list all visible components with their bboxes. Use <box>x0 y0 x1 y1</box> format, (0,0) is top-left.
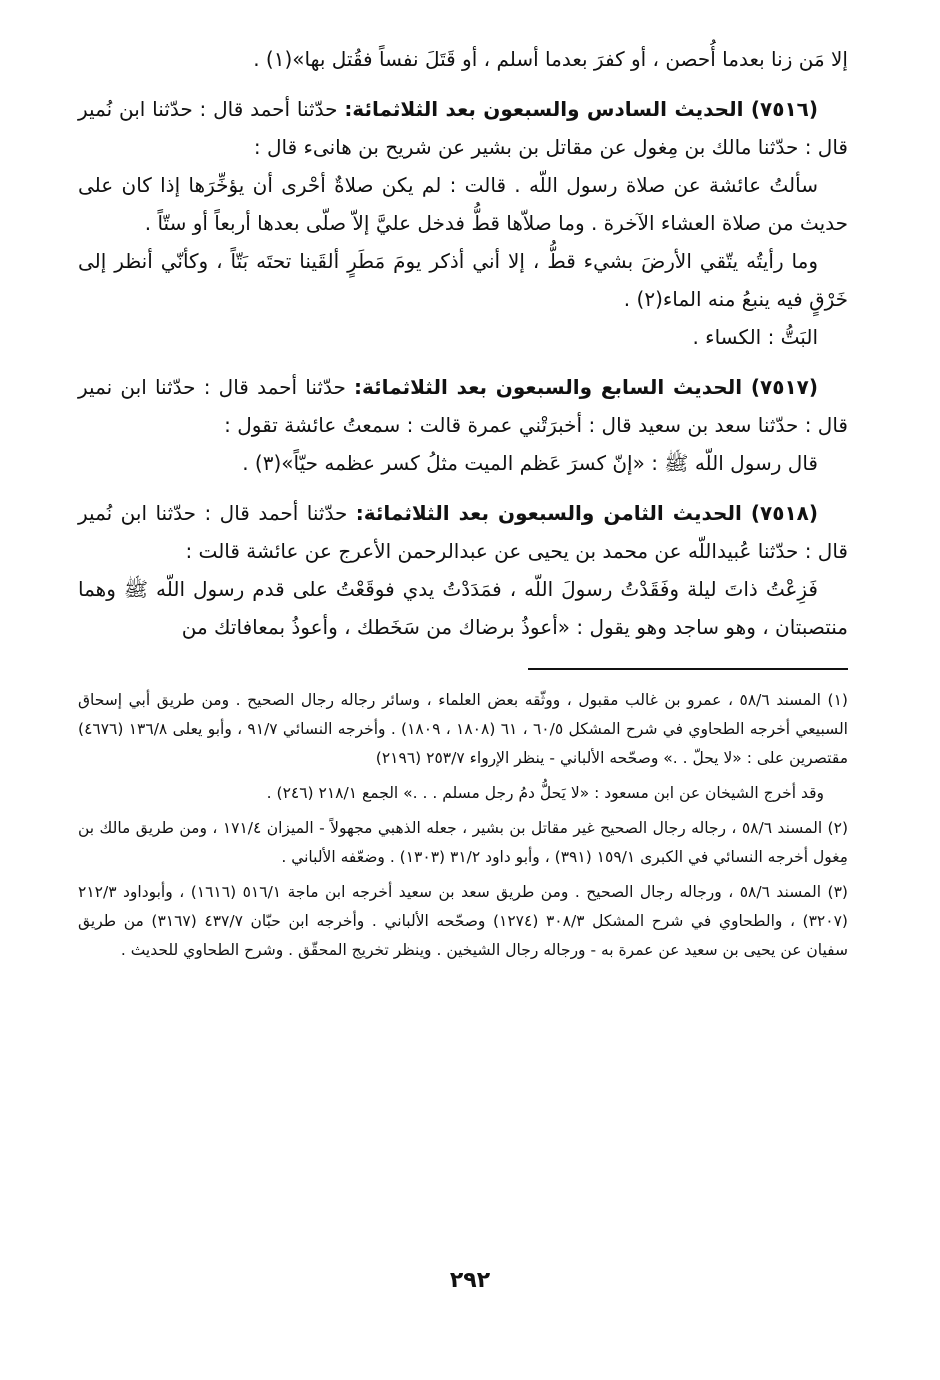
hadith-7517-heading: (٧٥١٧) الحديث السابع والسبعون بعد الثلاثمائة: <box>354 375 818 399</box>
paragraph-rain-day: وما رأيتُه يتّقي الأرضَ بشيء قطُّ ، إلا أني أذكر يومَ مَطَرٍ ألقَينا تحتَه بَتّاً ، وكأنّي أنظر إلى خَرْقٍ فيه ينبعُ منه الماء(٢) . <box>78 249 848 311</box>
footnote-2: (٢) المسند ٥٨/٦ ، رجاله رجال الصحيح غير مقاتل بن بشير ، جعله الذهبي مجهولاً - الميزان ١٧١/٤ ، ومن طريق مالك بن مِغول أخرجه النسائي في الكبرى ١٥٩/١ (٣٩١) ، وأبو داود ٣١/٢ (١٣٠٣) . وضعّفه الألباني . <box>78 819 848 866</box>
hadith-7516-heading: (٧٥١٦) الحديث السادس والسبعون بعد الثلاثمائة: <box>344 97 818 121</box>
hadith-7517-isnad: حدّثنا أحمد قال : حدّثنا ابن نمير قال : حدّثنا سعد بن سعيد قال : أخبرَتْني عمرة قالت : سمعتُ عائشة تقول : <box>78 375 848 437</box>
footnotes <box>78 686 848 965</box>
footnote-divider <box>528 668 848 670</box>
page-number: ٢٩٢ <box>449 1268 491 1293</box>
hadith-7518-heading: (٧٥١٨) الحديث الثامن والسبعون بعد الثلاثمائة: <box>355 501 818 525</box>
paragraph-night-prayer: فَزِعْتُ ذاتَ ليلة وفَقَدْتُ رسولَ اللّه ، فمَدَدْتُ يدي فوقَعْتُ على قدم رسول اللّه ﷺ وهما منتصبتان ، وهو ساجد وهو يقول : «أعوذُ برضاك من سَخَطك ، وأعوذُ بمعافاتك من <box>78 577 848 639</box>
paragraph-aisha-prayer: سألتُ عائشة عن صلاة رسول اللّه . قالت : لم يكن صلاةٌ أحْرى أن يؤخِّرَها إذا كان على حديث من صلاة العشاء الآخرة . وما صلاّها قطُّ فدخل عليَّ إلاّ صلّى بعدها أربعاً أو ستّاً . <box>78 173 848 235</box>
footnote-3: (٣) المسند ٥٨/٦ ، ورجاله رجال الصحيح . ومن طريق سعد بن سعيد أخرجه ابن ماجة ٥١٦/١ (١٦١٦) ، وأبوداود ٢١٢/٣ (٣٢٠٧) ، والطحاوي في شرح المشكل ٣٠٨/٣ (١٢٧٤) وصحّحه الألباني . وأخرجه ابن حبّان ٤٣٧/٧ (٣١٦٧) من طريق سفيان عن يحيى بن سعيد عن عمرة به - ورجاله رجال الشيخين . وينظر تخريج المحقّق . وشرح الطحاوي للحديث . <box>78 883 848 959</box>
hadith-7518 <box>78 494 848 570</box>
paragraph-bone-breaking: قال رسول اللّه ﷺ : «إنّ كسرَ عَظم الميت مثلُ كسر عظمه حيّاً»(٣) . <box>242 451 818 475</box>
hadith-7516-isnad: حدّثنا أحمد قال : حدّثنا ابن نُمير قال : حدّثنا مالك بن مِغول عن مقاتل بن بشير عن شريح بن هانىء قال : <box>78 97 848 159</box>
hadith-7516 <box>78 90 848 166</box>
main-text <box>78 40 848 646</box>
footnote-1: (١) المسند ٥٨/٦ ، عمرو بن غالب مقبول ، ووثّقه بعض العلماء ، وسائر رجاله رجال الصحيح . ومن طريق أبي إسحاق السبيعي أخرجه الطحاوي في شرح المشكل ٦٠/٥ ، ٦١ (١٨٠٨ ، ١٨٠٩) . وأخرجه النسائي ٩١/٧ ، وأبو يعلى ١٣٦/٨ (٤٦٧٦) مقتصرين على : «لا يحلّ . .» وصحّحه الألباني - ينظر الإرواء ٢٥٣/٧ (٢١٩٦) <box>78 691 848 767</box>
footnote-1-continued: وقد أخرج الشيخان عن ابن مسعود : «لا يَحلُّ دمُ رجل مسلم . . .» الجمع ٢١٨/١ (٢٤٦) . <box>266 784 824 802</box>
book-page <box>78 40 848 965</box>
paragraph-batt-gloss: البَتُّ : الكساء . <box>692 325 818 349</box>
hadith-7518-isnad: حدّثنا أحمد قال : حدّثنا ابن نُمير قال : حدّثنا عُبيداللّه عن محمد بن يحيى عن عبدالرحمن الأعرج عن عائشة قالت : <box>78 501 848 563</box>
paragraph-hadith-end: إلا مَن زنا بعدما أُحصن ، أو كفرَ بعدما أسلم ، أو قَتَلَ نفساً فقُتل بها»(١) . <box>253 47 848 71</box>
hadith-7517 <box>78 368 848 444</box>
